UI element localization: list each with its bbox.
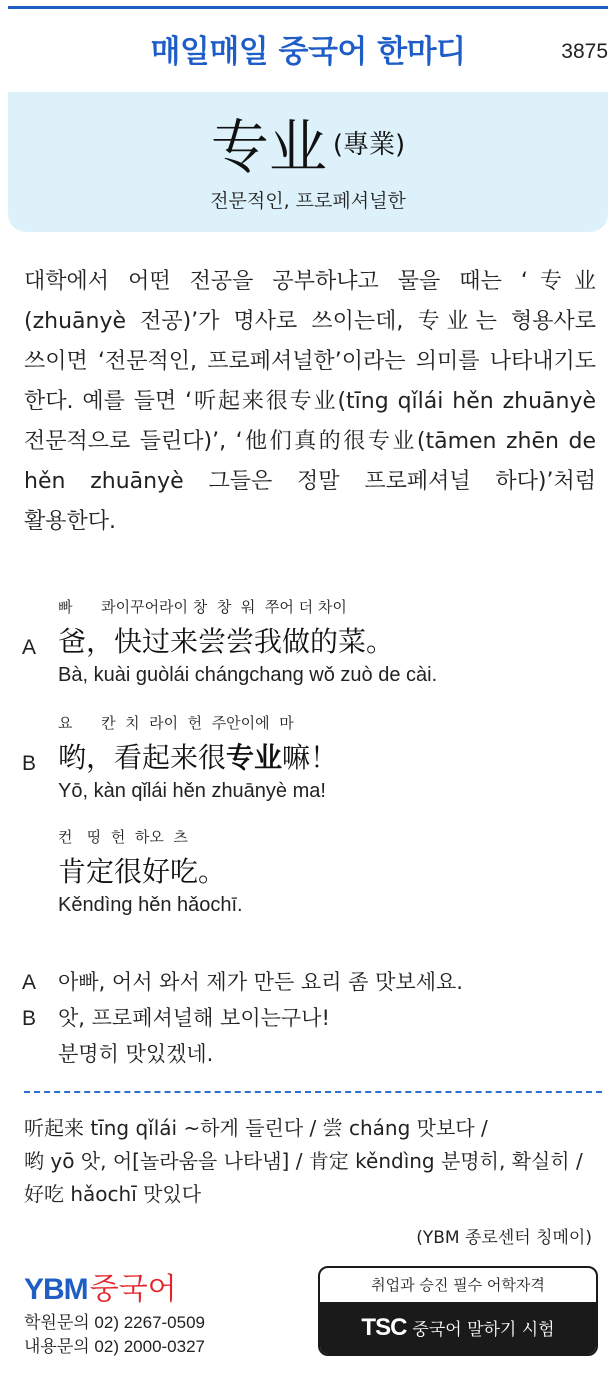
chinese-sentence: 爸，快过来尝尝我做的菜。: [58, 625, 395, 658]
dashed-divider: [24, 1091, 602, 1093]
chinese-sentence-part: 哟，看起来很: [58, 741, 227, 774]
brand-chinese-ko: 중국어: [89, 1272, 177, 1307]
korean-reading: 요 칸 치 라이 헌 주안이에 마: [58, 714, 294, 732]
speaker-label: A: [22, 971, 37, 994]
dialogue-line-a: [22, 596, 602, 696]
dialogue-line-b: [22, 712, 602, 812]
chinese-sentence-part: 嘛！: [282, 741, 339, 774]
issue-number: 3875: [561, 40, 608, 63]
translation-line-b: [22, 1002, 602, 1032]
korean-reading: 컨 띵 헌 하오 츠: [58, 828, 188, 846]
contact-academy: 학원문의 02) 2267-0509: [24, 1313, 206, 1332]
vocab-line: 哟 yō 앗, 어[놀라움을 나타냄] / 肯定 kěndìng 분명히, 확실히 /: [24, 1149, 583, 1173]
ad-bottom-bar: [320, 1302, 596, 1354]
pinyin: Kěndìng hěn hǎochī.: [58, 894, 243, 916]
headword-traditional: (專業): [332, 129, 406, 160]
translation-text: 앗, 프로페셔널해 보이는구나!: [58, 1006, 330, 1030]
explanation-paragraph: 대학에서 어떤 전공을 공부하냐고 물을 때는 ‘专业(zhuānyè 전공)’가 명사로 쓰이는데, 专业는 형용사로 쓰이면 ‘전문적인, 프로페셔널한’이라는 의미를 나타내기도 한다. 예를 들면 ‘听起来很专业(tīng qǐlái hěn zhuānyè 전문적으로 들린다)’, ‘他们真的很专业(tāmen zhēn de hěn zhuānyè 그들은 정말 프로페셔널 하다)’처럼 활용한다.: [24, 269, 596, 534]
ad-tagline: 취업과 승진 필수 어학자격: [371, 1276, 545, 1294]
pinyin: Yō, kàn qǐlái hěn zhuānyè ma!: [58, 780, 326, 802]
headword-gloss: 전문적인, 프로페셔널한: [210, 190, 406, 212]
headword-row: [8, 100, 608, 184]
chinese-sentence: [58, 736, 338, 776]
speaker-label: A: [22, 636, 37, 659]
highlighted-headword: 专业: [226, 741, 283, 774]
headword-box: [8, 92, 608, 232]
column-title: 매일매일 중국어 한마디: [150, 34, 466, 70]
ybm-logo: [24, 1264, 177, 1308]
vocabulary-list: [24, 1112, 604, 1211]
author-credit: (YBM 종로센터 칭메이): [416, 1228, 592, 1248]
speaker-label: B: [22, 752, 37, 775]
korean-reading: 빠 콰이꾸어라이 창 창 워 쭈어 더 차이: [58, 598, 347, 616]
brand-ybm: YBM: [24, 1273, 88, 1306]
speaker-label: B: [22, 1007, 37, 1030]
translation-line-a: [22, 966, 602, 996]
translation-text: 분명히 맛있겠네.: [58, 1042, 214, 1066]
contact-content: 내용문의 02) 2000-0327: [24, 1337, 206, 1356]
top-rule: [8, 6, 608, 9]
translation-text: 아빠, 어서 와서 제가 만든 요리 좀 맛보세요.: [58, 970, 463, 994]
chinese-sentence: 肯定很好吃。: [58, 855, 227, 888]
vocab-line: 听起来 tīng qǐlái ~하게 들린다 / 尝 cháng 맛보다 /: [24, 1116, 488, 1140]
pinyin: Bà, kuài guòlái chángchang wǒ zuò de cài.: [58, 664, 438, 686]
vocab-line: 好吃 hǎochī 맛있다: [24, 1182, 202, 1206]
headword-simplified: 专业: [210, 113, 327, 181]
tsc-ad-banner[interactable]: [318, 1266, 598, 1356]
ad-exam-name: 중국어 말하기 시험: [412, 1320, 555, 1340]
tsc-logo: TSC: [361, 1314, 407, 1341]
dialogue-line-b-continued: [22, 826, 602, 926]
translation-line-b-continued: [22, 1038, 602, 1068]
